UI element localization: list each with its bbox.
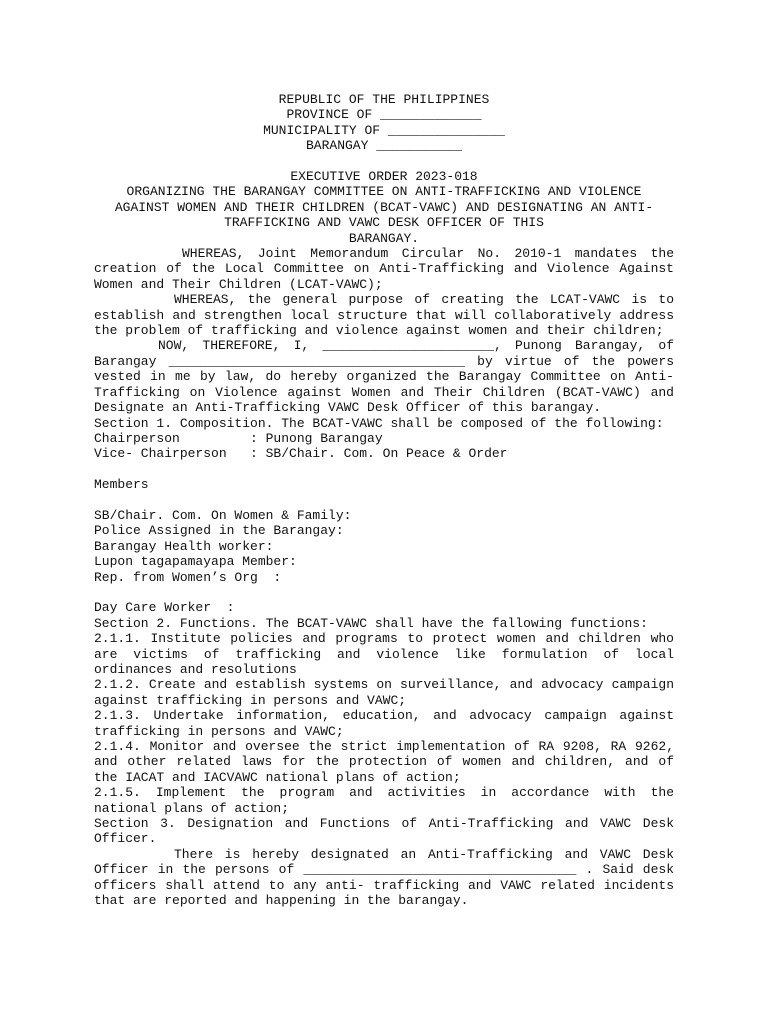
order-title-line-4: BARANGAY. [348,230,420,246]
header-republic: REPUBLIC OF THE PHILIPPINES [278,92,490,107]
member-item: SB/Chair. Com. On Women & Family: [94,507,352,523]
section-2-heading: Section 2. Functions. The BCAT-VAWC shall have the fallowing functions: [94,615,648,631]
document-page [94,92,674,908]
function-item: 2.1.2. Create and establish systems on surveillance, and advocacy campaign against trafficking in persons and VAWC; [94,677,674,708]
member-item: Rep. from Women’s Org : [94,569,282,585]
spacer [94,585,674,600]
spacer [94,462,674,477]
section-3-heading: Section 3. Designation and Functions of Anti-Trafficking and VAWC Desk Officer. [94,816,674,847]
member-item: Police Assigned in the Barangay: [94,523,344,539]
order-number: EXECUTIVE ORDER 2023-018 [290,169,478,185]
whereas-paragraph-1: WHEREAS, Joint Memorandum Circular No. 2010-1 mandates the creation of the Local Committee on Anti-Trafficking and Violence Against Women and Their Children (LCAT-VAWC); [94,246,674,292]
header-barangay: BARANGAY ___________ [305,138,463,154]
function-item: 2.1.4. Monitor and oversee the strict implementation of RA 9208, RA 9262, and other related laws for the protection of women and children, and of the IACAT and IACVAWC national plans of action; [94,739,674,785]
member-item: Barangay Health worker: [94,538,274,554]
member-item: Lupon tagapamayapa Member: [94,554,297,570]
spacer [94,493,674,508]
function-item: 2.1.3. Undertake information, education, and advocacy campaign against trafficking in persons and VAWC; [94,708,674,739]
vice-chairperson-line: Vice- Chairperson : SB/Chair. Com. On Peace & Order [94,446,508,462]
order-title-line-2: AGAINST WOMEN AND THEIR CHILDREN (BCAT-VAWC) AND DESIGNATING AN ANTI- [114,199,654,215]
chairperson-line: Chairperson : Punong Barangay [94,430,383,446]
spacer [94,154,674,169]
section-1-heading: Section 1. Composition. The BCAT-VAWC shall be composed of the following: [94,415,664,431]
order-title-line-3: TRAFFICKING AND VAWC DESK OFFICER OF THIS [224,215,544,231]
members-label: Members [94,477,149,493]
header-municipality: MUNICIPALITY OF _______________ [263,122,505,138]
now-therefore-paragraph: NOW, THEREFORE, I, ______________________, Punong Barangay, of Barangay ______________________________________ by virtue of the powers vested in me by law, do hereby organized the Barangay Committee on Anti-Trafficking on Violence against Women and Their Children (BCAT-VAWC) and Designate an Anti-Trafficking VAWC Desk Officer of this barangay. [94,338,674,416]
order-title-line-1: ORGANIZING THE BARANGAY COMMITTEE ON ANTI-TRAFFICKING AND VIOLENCE [126,184,642,200]
header-province: PROVINCE OF _____________ [286,107,482,123]
section-3-body: There is hereby designated an Anti-Trafficking and VAWC Desk Officer in the persons of ___________________________________ . Said desk officers shall attend to any anti- trafficking and VAWC related incidents that are reported and happening in the barangay. [94,846,674,909]
whereas-paragraph-2: WHEREAS, the general purpose of creating the LCAT-VAWC is to establish and strengthen local structure that will collaboratively address the problem of trafficking and violence against women and their children; [94,292,674,339]
function-item: 2.1.1. Institute policies and programs to protect women and children who are victims of trafficking and violence like formulation of local ordinances and resolutions [94,631,674,677]
function-item: 2.1.5. Implement the program and activities in accordance with the national plans of action; [94,785,674,816]
day-care-worker-line: Day Care Worker : [94,600,235,616]
